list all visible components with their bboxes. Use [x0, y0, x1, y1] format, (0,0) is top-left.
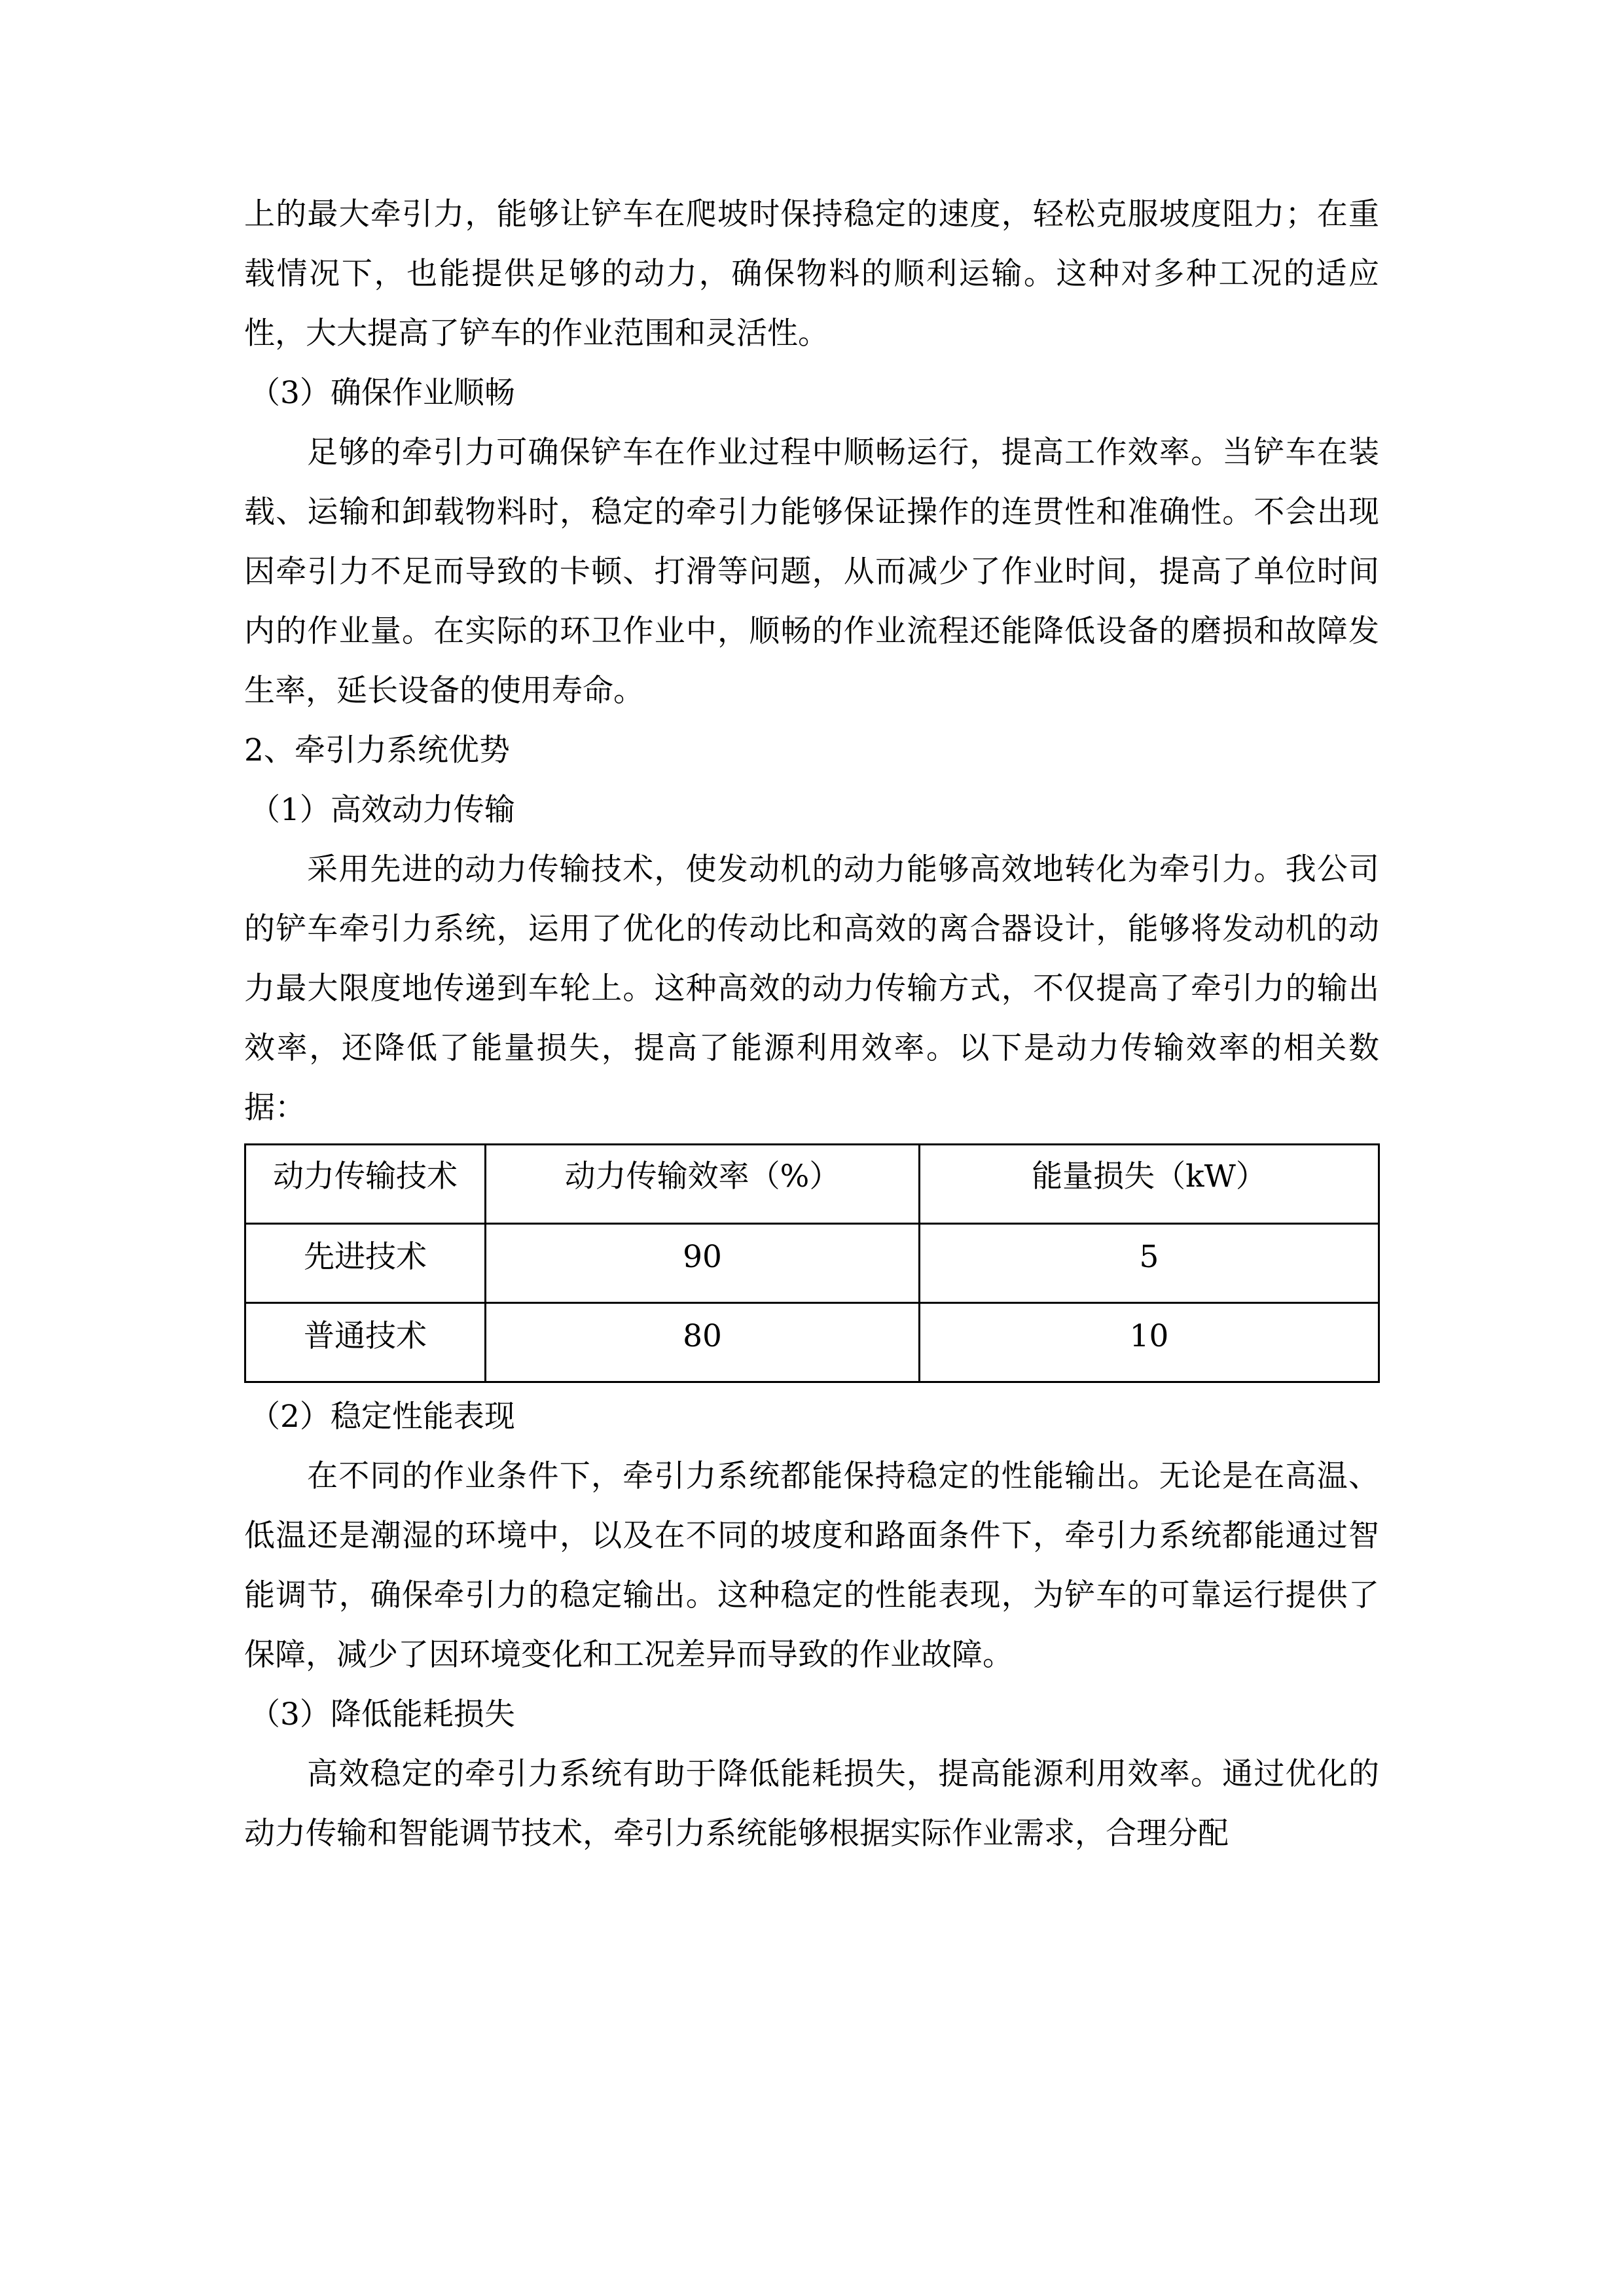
heading-efficient-power-transmission: （1）高效动力传输	[249, 792, 515, 828]
table-cell: 先进技术	[245, 1224, 486, 1303]
heading-traction-system-advantages: 2、牵引力系统优势	[244, 732, 510, 768]
paragraph-smooth-operation: 足够的牵引力可确保铲车在作业过程中顺畅运行，提高工作效率。当铲车在装载、运输和卸载物料时，稳定的牵引力能够保证操作的连贯性和准确性。不会出现因牵引力不足而导致的卡顿、打滑等问题，从而减少了作业时间，提高了单位时间内的作业量。在实际的环卫作业中，顺畅的作业流程还能降低设备的磨损和故障发生率，延长设备的使用寿命。	[244, 435, 1379, 709]
table-row	[245, 1303, 1379, 1382]
table-header-cell: 动力传输技术	[245, 1145, 486, 1224]
heading-reduce-energy-loss: （3）降低能耗损失	[249, 1696, 515, 1732]
paragraph-stable-performance: 在不同的作业条件下，牵引力系统都能保持稳定的性能输出。无论是在高温、低温还是潮湿的环境中，以及在不同的坡度和路面条件下，牵引力系统都能通过智能调节，确保牵引力的稳定输出。这种稳定的性能表现，为铲车的可靠运行提供了保障，减少了因环境变化和工况差异而导致的作业故障。	[244, 1458, 1379, 1673]
page-content	[244, 185, 1379, 1863]
table-cell: 90	[486, 1224, 920, 1303]
paragraph-power-transmission: 采用先进的动力传输技术，使发动机的动力能够高效地转化为牵引力。我公司的铲车牵引力系统，运用了优化的传动比和高效的离合器设计，能够将发动机的动力最大限度地传递到车轮上。这种高效的动力传输方式，不仅提高了牵引力的输出效率，还降低了能量损失，提高了能源利用效率。以下是动力传输效率的相关数据：	[244, 852, 1379, 1126]
power-transmission-table	[244, 1143, 1380, 1383]
paragraph-reduce-energy-loss: 高效稳定的牵引力系统有助于降低能耗损失，提高能源利用效率。通过优化的动力传输和智能调节技术，牵引力系统能够根据实际作业需求，合理分配	[244, 1756, 1379, 1852]
heading-stable-performance: （2）稳定性能表现	[249, 1399, 515, 1435]
paragraph-continued: 上的最大牵引力，能够让铲车在爬坡时保持稳定的速度，轻松克服坡度阻力；在重载情况下，也能提供足够的动力，确保物料的顺利运输。这种对多种工况的适应性，大大提高了铲车的作业范围和灵活性。	[244, 196, 1379, 351]
table-cell: 10	[920, 1303, 1379, 1382]
table-cell: 普通技术	[245, 1303, 486, 1382]
table-header-cell: 能量损失（kW）	[920, 1145, 1379, 1224]
table-header-row	[245, 1145, 1379, 1224]
table-cell: 80	[486, 1303, 920, 1382]
table-cell: 5	[920, 1224, 1379, 1303]
heading-ensure-smooth-operation: （3）确保作业顺畅	[249, 375, 515, 411]
table-row	[245, 1224, 1379, 1303]
table-header-cell: 动力传输效率（%）	[486, 1145, 920, 1224]
